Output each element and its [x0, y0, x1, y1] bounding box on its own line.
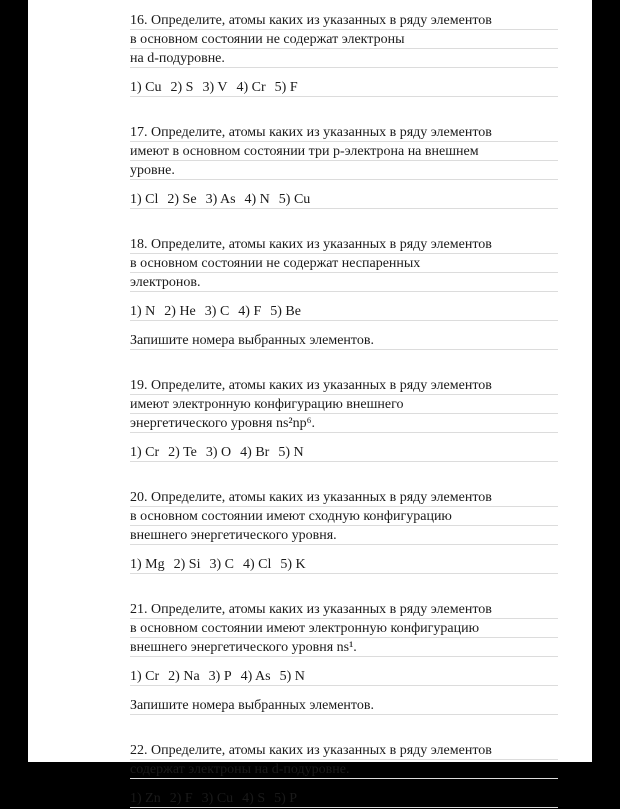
- instruction-text: Запишите номера выбранных элементов.: [130, 332, 558, 351]
- question-text-line: 16. Определите, атомы каких из указанных в ряду элементов: [130, 12, 558, 31]
- question-text-line: 22. Определите, атомы каких из указанных в ряду элементов: [130, 742, 558, 761]
- answer-options: [130, 79, 558, 98]
- option: 4) S: [242, 791, 266, 806]
- question-text-line: в основном состоянии имеют сходную конфигурацию: [130, 508, 558, 527]
- answer-options: [130, 191, 558, 210]
- option: 3) Cu: [201, 791, 234, 806]
- question-21: [130, 601, 558, 716]
- option: 5) N: [278, 445, 304, 460]
- option: 2) S: [170, 80, 194, 95]
- option: 2) Na: [168, 669, 200, 684]
- question-text-line: в основном состоянии не содержат неспаренных: [130, 255, 558, 274]
- document-page: [28, 0, 592, 806]
- question-text-line: в основном состоянии имеют электронную конфигурацию: [130, 620, 558, 639]
- option: 1) N: [130, 304, 156, 319]
- question-text-line: энергетического уровня ns²np⁶.: [130, 415, 558, 434]
- question-18: [130, 236, 558, 351]
- option: 5) F: [274, 80, 298, 95]
- instruction-text: Запишите номера выбранных элементов.: [130, 697, 558, 716]
- option: 3) P: [208, 669, 232, 684]
- option: 4) F: [238, 304, 262, 319]
- option: 3) C: [209, 557, 234, 572]
- question-text-line: 21. Определите, атомы каких из указанных в ряду элементов: [130, 601, 558, 620]
- question-text-line: уровне.: [130, 162, 558, 181]
- question-22: [130, 742, 558, 809]
- question-19: [130, 377, 558, 463]
- option: 3) V: [202, 80, 228, 95]
- question-text-line: имеют в основном состоянии три p-электрона на внешнем: [130, 143, 558, 162]
- answer-options: [130, 444, 558, 463]
- option: 2) Se: [167, 192, 197, 207]
- answer-options: [130, 790, 558, 809]
- answer-options: [130, 303, 558, 322]
- answer-options: [130, 668, 558, 687]
- option: 2) Si: [173, 557, 201, 572]
- worksheet: [130, 12, 558, 809]
- option: 2) Te: [168, 445, 197, 460]
- question-text-line: в основном состоянии не содержат электроны: [130, 31, 558, 50]
- option: 3) C: [204, 304, 230, 319]
- option: 1) Cu: [130, 80, 162, 95]
- option: 1) Zn: [130, 791, 161, 806]
- question-text-line: электронов.: [130, 274, 558, 293]
- option: 4) Br: [240, 445, 270, 460]
- question-text-line: внешнего энергетического уровня.: [130, 527, 558, 546]
- option: 4) As: [240, 669, 271, 684]
- question-text-line: 17. Определите, атомы каких из указанных в ряду элементов: [130, 124, 558, 143]
- question-16: [130, 12, 558, 98]
- option: 5) Cu: [278, 192, 311, 207]
- option: 5) K: [280, 557, 306, 572]
- option: 5) Be: [270, 304, 301, 319]
- option: 4) Cl: [242, 557, 272, 572]
- option: 5) N: [279, 669, 305, 684]
- question-20: [130, 489, 558, 575]
- option: 1) Mg: [130, 557, 165, 572]
- option: 4) Cr: [236, 80, 266, 95]
- question-text-line: 18. Определите, атомы каких из указанных в ряду элементов: [130, 236, 558, 255]
- question-text-line: имеют электронную конфигурацию внешнего: [130, 396, 558, 415]
- option: 2) F: [169, 791, 193, 806]
- option: 1) Cr: [130, 669, 160, 684]
- answer-options: [130, 556, 558, 575]
- option: 3) O: [205, 445, 232, 460]
- question-text-line: внешнего энергетического уровня ns¹.: [130, 639, 558, 658]
- question-text-line: на d-подуровне.: [130, 50, 558, 69]
- option: 1) Cl: [130, 192, 159, 207]
- option: 5) P: [274, 791, 298, 806]
- question-text-line: 19. Определите, атомы каких из указанных в ряду элементов: [130, 377, 558, 396]
- option: 2) He: [164, 304, 196, 319]
- question-text-line: 20. Определите, атомы каких из указанных в ряду элементов: [130, 489, 558, 508]
- question-17: [130, 124, 558, 210]
- option: 1) Cr: [130, 445, 160, 460]
- question-text-line: содержат электроны на d-подуровне.: [130, 761, 558, 780]
- option: 4) N: [244, 192, 270, 207]
- option: 3) As: [205, 192, 236, 207]
